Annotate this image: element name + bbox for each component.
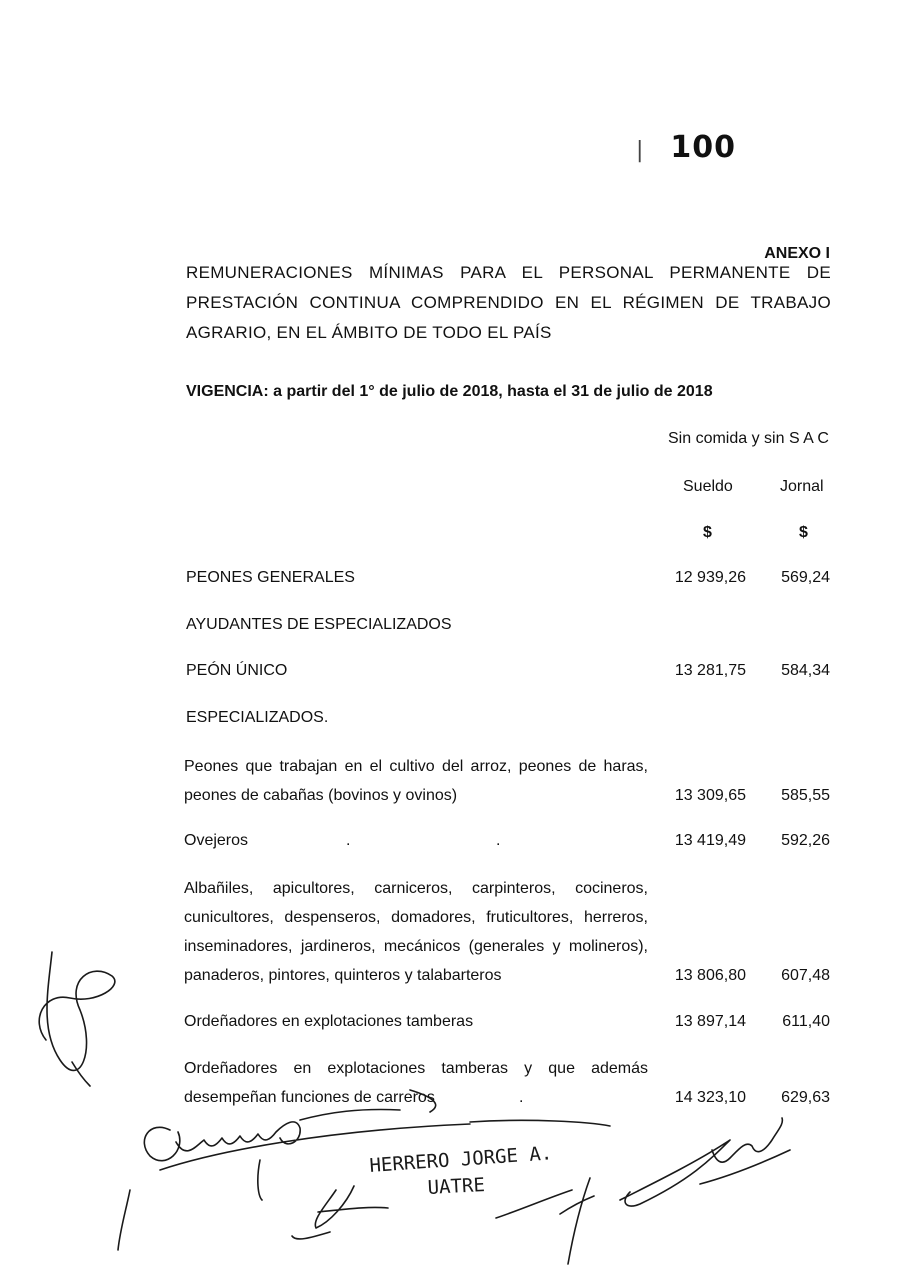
- table-cell-jornal: 592,26: [781, 832, 830, 849]
- currency-sueldo: $: [703, 524, 712, 541]
- table-cell-sueldo: 12 939,26: [674, 569, 746, 586]
- table-row-label: PEONES GENERALES: [186, 569, 355, 586]
- stray-mark: .: [346, 832, 351, 849]
- table-row-label: ESPECIALIZADOS.: [186, 709, 329, 726]
- table-row-label: Albañiles, apicultores, carniceros, carpinteros, cocineros, cunicultores, despenseros, domadores, fruticultores, herreros, inseminadores, jardineros, mecánicos (generales y molineros), panaderos, pintores, quinteros y talabarteros: [184, 880, 648, 984]
- table-row-label: Peones que trabajan en el cultivo del arroz, peones de haras, peones de cabañas (bovinos y ovinos): [184, 758, 648, 804]
- column-group-header: Sin comida y sin S A C: [668, 430, 829, 447]
- table-cell-sueldo: 14 323,10: [674, 1089, 746, 1106]
- table-cell-jornal: 607,48: [781, 967, 830, 984]
- signature-4: [410, 1090, 610, 1126]
- table-cell-jornal: 569,24: [781, 569, 830, 586]
- table-cell-sueldo: 13 281,75: [674, 662, 746, 679]
- table-cell-sueldo: 13 419,49: [674, 832, 746, 849]
- document-title-line-2: PRESTACIÓN CONTINUA COMPRENDIDO EN EL RÉGIMEN DE TRABAJO: [186, 293, 831, 312]
- stray-mark: .: [519, 1089, 524, 1106]
- table-row-label: PEÓN ÚNICO: [186, 662, 288, 679]
- table-row-label: Ordeñadores en explotaciones tamberas y que además desempeñan funciones de carreros: [184, 1060, 648, 1106]
- table-cell-sueldo: 13 806,80: [674, 967, 746, 984]
- signature-2: [292, 1186, 388, 1239]
- table-row-label: Ordeñadores en explotaciones tamberas: [184, 1013, 474, 1030]
- currency-jornal: $: [799, 524, 808, 541]
- margin-tick: |: [636, 138, 645, 163]
- annex-label: ANEXO I: [764, 245, 830, 262]
- table-cell-jornal: 584,34: [781, 662, 830, 679]
- table-row-label: AYUDANTES DE ESPECIALIZADOS: [186, 616, 452, 633]
- column-header-sueldo: Sueldo: [683, 478, 733, 495]
- page-number: | 100: [636, 130, 737, 165]
- table-cell-jornal: 585,55: [781, 787, 830, 804]
- table-cell-jornal: 629,63: [781, 1089, 830, 1106]
- signature-3: [496, 1178, 594, 1264]
- signature-1: [118, 1109, 470, 1250]
- handwritten-name: HERRERO JORGE A.: [368, 1142, 553, 1177]
- signature-5: [620, 1118, 790, 1206]
- column-header-jornal: Jornal: [780, 478, 824, 495]
- document-title-line-1: REMUNERACIONES MÍNIMAS PARA EL PERSONAL PERMANENTE DE: [186, 263, 831, 282]
- document-title-line-3: AGRARIO, EN EL ÁMBITO DE TODO EL PAÍS: [186, 323, 552, 342]
- handwritten-org: UATRE: [427, 1174, 486, 1199]
- margin-initial-signature: [39, 952, 115, 1086]
- vigencia-statement: VIGENCIA: a partir del 1° de julio de 2018, hasta el 31 de julio de 2018: [186, 383, 713, 400]
- table-row-label: Ovejeros: [184, 832, 249, 849]
- table-cell-sueldo: 13 897,14: [674, 1013, 746, 1030]
- stray-mark: .: [496, 832, 501, 849]
- table-cell-sueldo: 13 309,65: [674, 787, 746, 804]
- table-cell-jornal: 611,40: [782, 1013, 830, 1030]
